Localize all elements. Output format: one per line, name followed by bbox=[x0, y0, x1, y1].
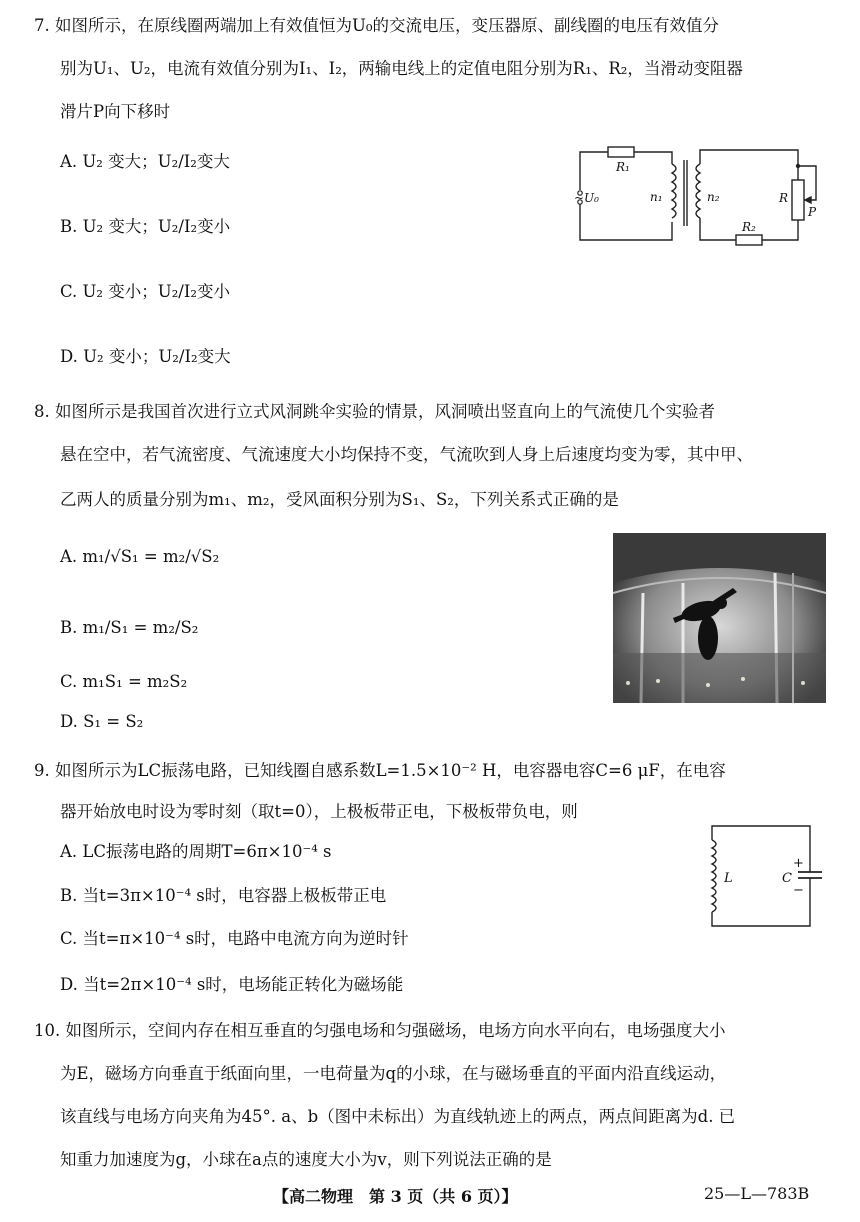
wind-tunnel-photo bbox=[613, 533, 826, 703]
q7-option-a: A. U₂ 变大；U₂/I₂变大 bbox=[60, 152, 230, 171]
q7-line2: 别为U₁、U₂，电流有效值分别为I₁、I₂，两输电线上的定值电阻分别为R₁、R₂，当滑动变阻器 bbox=[60, 59, 743, 78]
q10-line1: 10. 如图所示，空间内存在相互垂直的匀强电场和匀强磁场，电场方向水平向右，电场强度大小 bbox=[34, 1021, 726, 1040]
label-n1: n₁ bbox=[650, 190, 663, 204]
q8-option-d: D. S₁ = S₂ bbox=[60, 712, 144, 731]
label-r2: R₂ bbox=[742, 220, 756, 234]
label-n2: n₂ bbox=[707, 190, 720, 204]
q10-line2: 为E，磁场方向垂直于纸面向里，一电荷量为q的小球，在与磁场垂直的平面内沿直线运动， bbox=[60, 1064, 727, 1083]
q9-option-d: D. 当t=2π×10⁻⁴ s时，电场能正转化为磁场能 bbox=[60, 975, 404, 994]
q8-option-c: C. m₁S₁ = m₂S₂ bbox=[60, 672, 188, 691]
q10-line3: 该直线与电场方向夹角为45°. a、b（图中未标出）为直线轨迹上的两点，两点间距离为d. 已 bbox=[60, 1107, 736, 1126]
q8-line3: 乙两人的质量分别为m₁、m₂，受风面积分别为S₁、S₂，下列关系式正确的是 bbox=[60, 490, 619, 509]
label-plus: + bbox=[793, 856, 804, 871]
q9-line1: 9. 如图所示为LC振荡电路，已知线圈自感系数L=1.5×10⁻² H，电容器电容C=6 μF，在电容 bbox=[34, 761, 726, 780]
q8-line1: 8. 如图所示是我国首次进行立式风洞跳伞实验的情景，风洞喷出竖直向上的气流使几个实验者 bbox=[34, 402, 715, 421]
label-r: R bbox=[779, 191, 789, 205]
q8-line2: 悬在空中，若气流密度、气流速度大小均保持不变，气流吹到人身上后速度均变为零，其中甲、 bbox=[60, 445, 753, 464]
label-minus: − bbox=[793, 883, 804, 898]
transformer-circuit-figure bbox=[572, 140, 826, 252]
q7-option-b: B. U₂ 变大；U₂/I₂变小 bbox=[60, 217, 231, 236]
q9-option-a: A. LC振荡电路的周期T=6π×10⁻⁴ s bbox=[60, 842, 332, 861]
label-c: C bbox=[782, 871, 792, 886]
label-u0: ~U₀ bbox=[574, 191, 599, 205]
label-p: P bbox=[808, 205, 817, 219]
q7-option-d: D. U₂ 变小；U₂/I₂变大 bbox=[60, 347, 231, 366]
q7-line3: 滑片P向下移时 bbox=[60, 102, 171, 121]
label-l: L bbox=[724, 871, 733, 886]
page-footer-title: 【高二物理 第 3 页（共 6 页）】 bbox=[273, 1187, 518, 1206]
q8-option-a: A. m₁/√S₁ = m₂/√S₂ bbox=[60, 547, 220, 566]
q9-line2: 器开始放电时设为零时刻（取t=0），上极板带正电，下极板带负电，则 bbox=[60, 802, 578, 821]
q7-line1: 7. 如图所示，在原线圈两端加上有效值恒为U₀的交流电压，变压器原、副线圈的电压有效值分 bbox=[34, 16, 720, 35]
page-footer-code: 25—L—783B bbox=[704, 1184, 810, 1203]
lc-circuit-figure bbox=[698, 822, 826, 932]
q9-option-c: C. 当t=π×10⁻⁴ s时，电路中电流方向为逆时针 bbox=[60, 929, 409, 948]
label-r1: R₁ bbox=[616, 160, 630, 174]
q9-option-b: B. 当t=3π×10⁻⁴ s时，电容器上极板带正电 bbox=[60, 886, 387, 905]
q8-option-b: B. m₁/S₁ = m₂/S₂ bbox=[60, 618, 199, 637]
q10-line4: 知重力加速度为g，小球在a点的速度大小为v，则下列说法正确的是 bbox=[60, 1150, 552, 1169]
q7-option-c: C. U₂ 变小；U₂/I₂变小 bbox=[60, 282, 231, 301]
